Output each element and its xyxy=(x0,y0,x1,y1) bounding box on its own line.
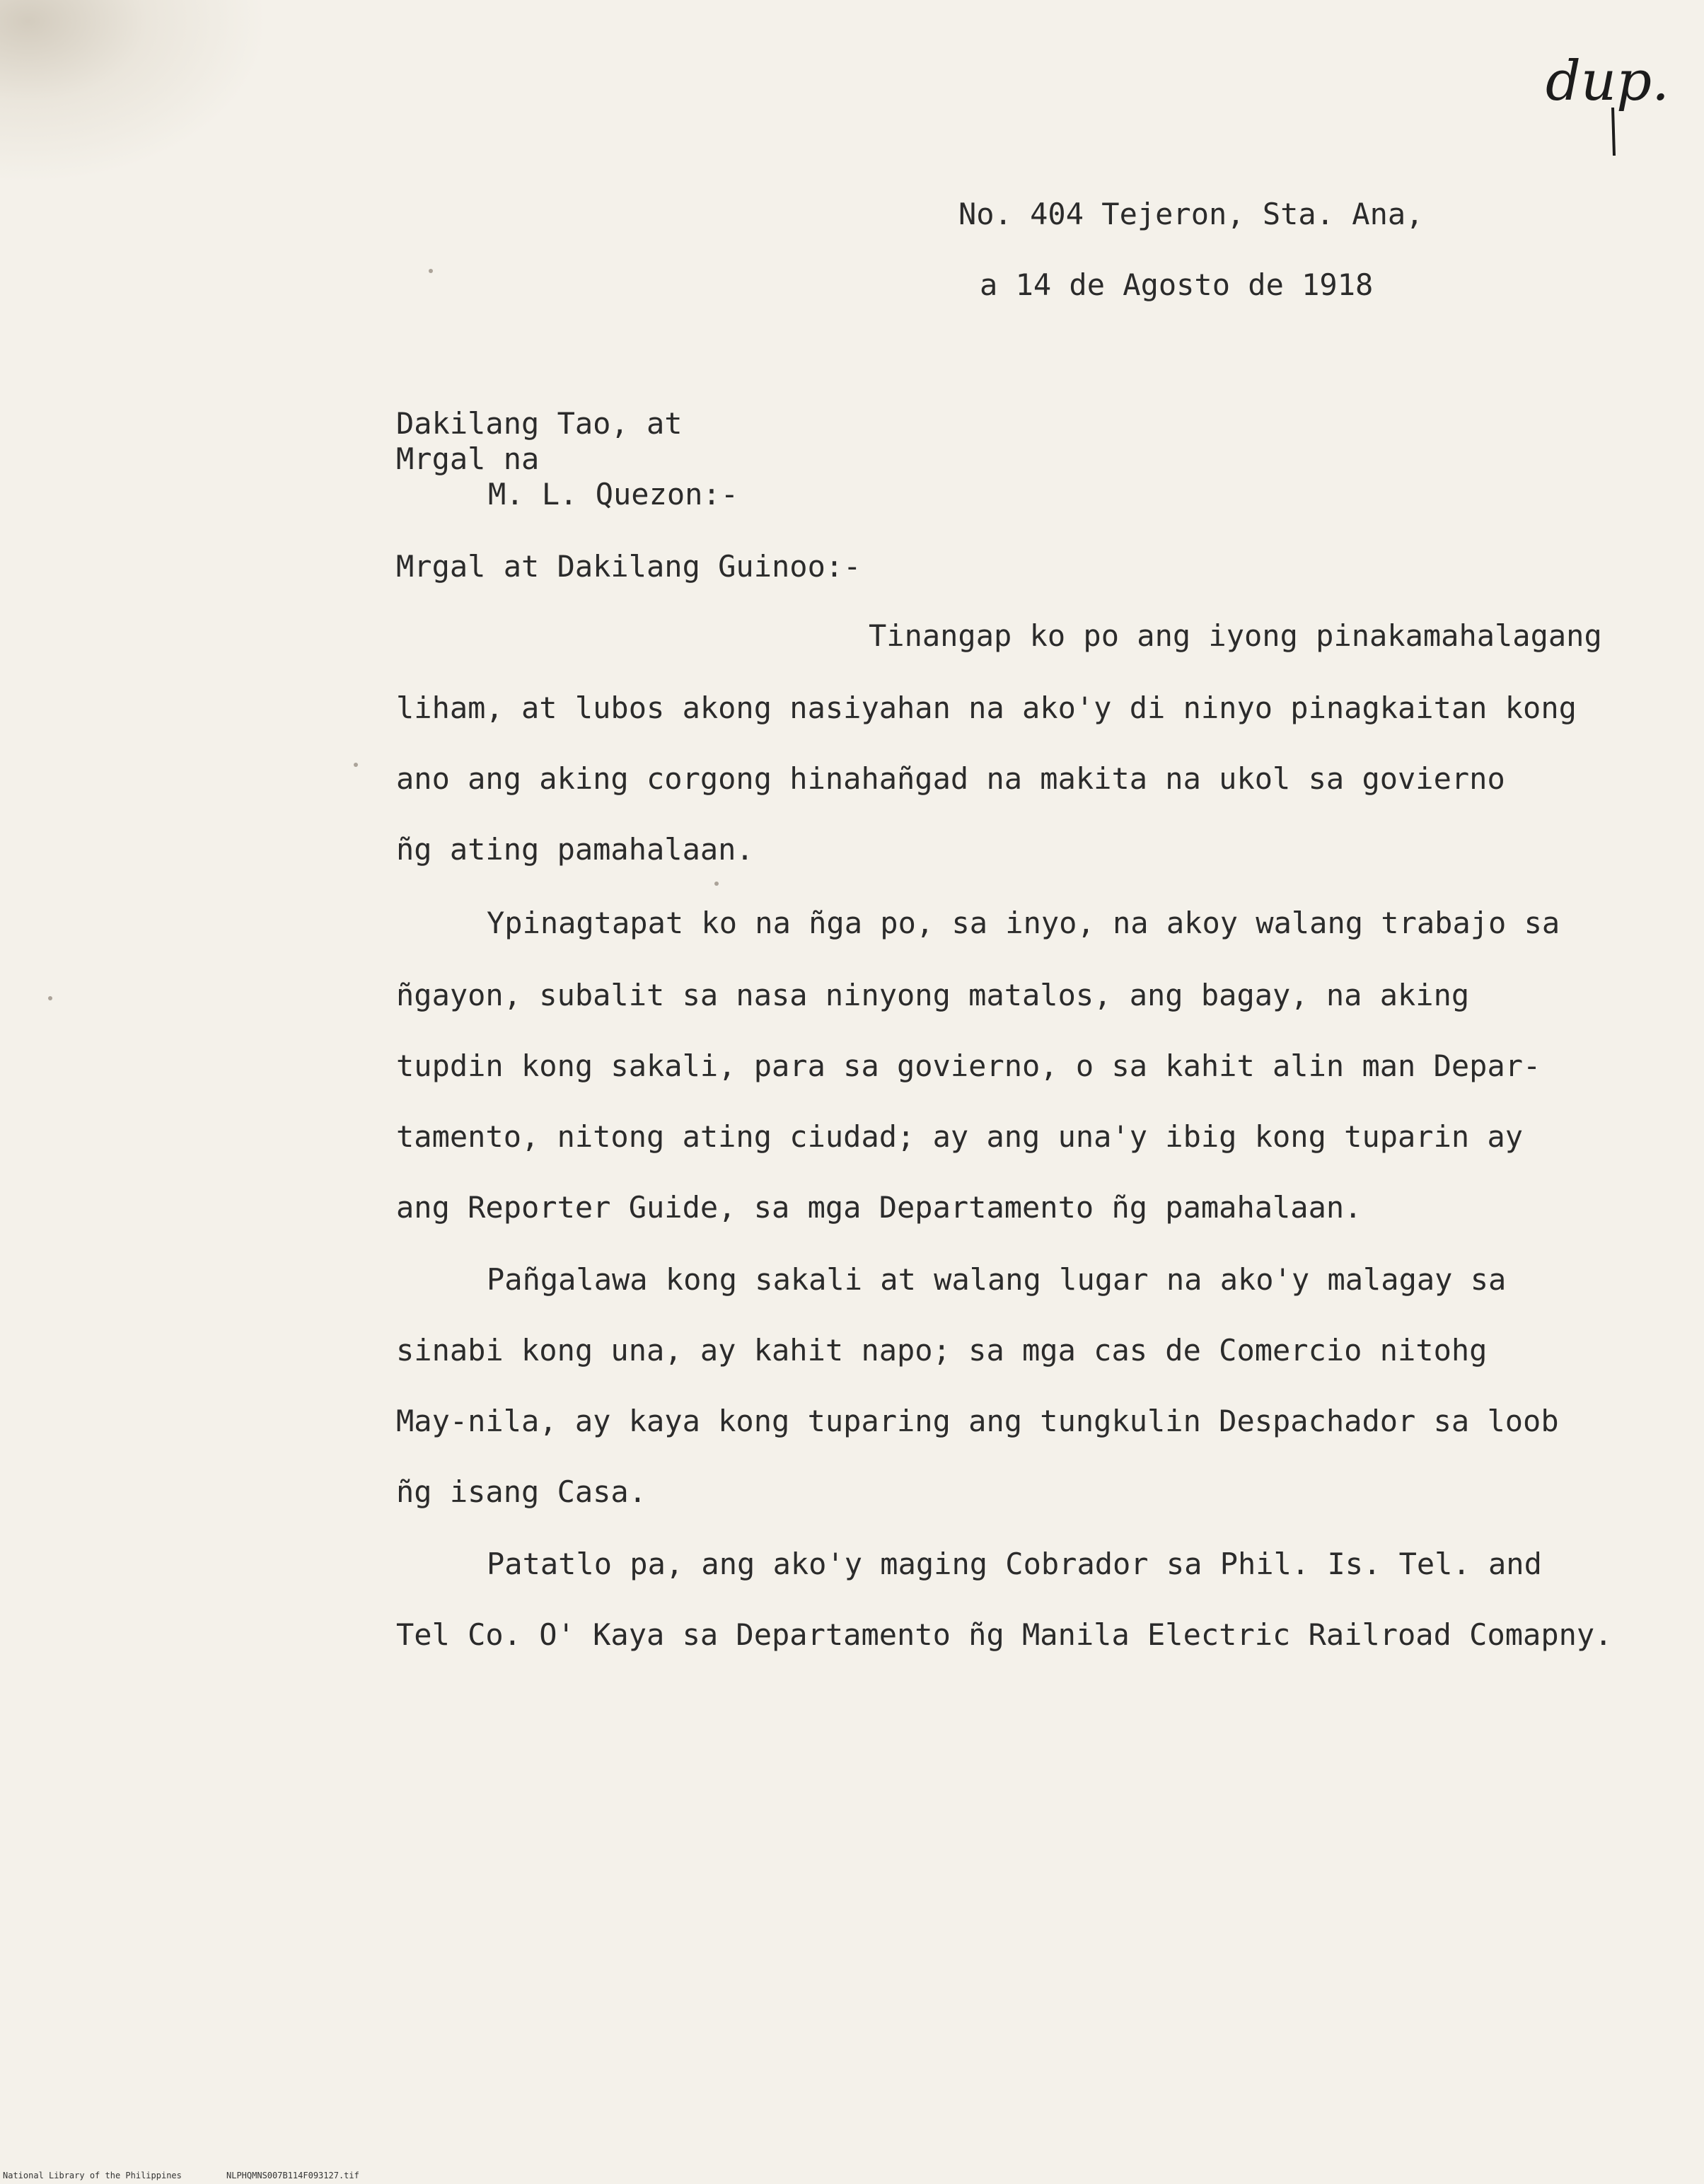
body-line: Patatlo pa, ang ako'y maging Cobrador sa Phil. Is. Tel. and xyxy=(487,1547,1542,1581)
paper-speck xyxy=(429,269,433,273)
recipient-line-1: Dakilang Tao, at xyxy=(396,406,683,441)
handwritten-annotation: dup. xyxy=(1546,50,1669,113)
annotation-stroke xyxy=(1606,106,1620,159)
body-line: Ypinagtapat ko na ñga po, sa inyo, na akoy walang trabajo sa xyxy=(487,906,1560,940)
paper-speck xyxy=(714,882,719,886)
body-line: May-nila, ay kaya kong tuparing ang tungkulin Despachador sa loob xyxy=(396,1404,1559,1438)
body-line: ñg ating pamahalaan. xyxy=(396,832,754,867)
body-line: ang Reporter Guide, sa mga Departamento ñg pamahalaan. xyxy=(396,1190,1362,1225)
body-line: Tel Co. O' Kaya sa Departamento ñg Manila Electric Railroad Comapny. xyxy=(396,1617,1613,1652)
paper-speck xyxy=(354,763,358,767)
paper-speck xyxy=(48,996,52,1000)
footer-institution: National Library of the Philippines xyxy=(3,2171,182,2180)
letter-date: a 14 de Agosto de 1918 xyxy=(980,267,1374,302)
body-line: ano ang aking corgong hinahañgad na makita na ukol sa govierno xyxy=(396,761,1505,796)
footer-filename: NLPHQMNS007B114F093127.tif xyxy=(226,2171,359,2180)
body-line: sinabi kong una, ay kahit napo; sa mga cas de Comercio nitohg xyxy=(396,1333,1488,1368)
paper-stain xyxy=(0,0,269,184)
body-line: ñg isang Casa. xyxy=(396,1474,647,1509)
body-line: liham, at lubos akong nasiyahan na ako'y di ninyo pinagkaitan kong xyxy=(396,691,1577,725)
body-line: tamento, nitong ating ciudad; ay ang una'y ibig kong tuparin ay xyxy=(396,1119,1524,1154)
body-line: ñgayon, subalit sa nasa ninyong matalos, ang bagay, na aking xyxy=(396,978,1470,1012)
recipient-name: M. L. Quezon:- xyxy=(488,477,739,512)
salutation: Mrgal at Dakilang Guinoo:- xyxy=(396,549,862,584)
sender-address: No. 404 Tejeron, Sta. Ana, xyxy=(958,197,1424,231)
body-line: tupdin kong sakali, para sa govierno, o sa kahit alin man Depar- xyxy=(396,1048,1541,1083)
body-line: Tinangap ko po ang iyong pinakamahalagang xyxy=(869,618,1602,653)
body-line: Pañgalawa kong sakali at walang lugar na ako'y malagay sa xyxy=(487,1262,1507,1297)
recipient-line-2: Mrgal na xyxy=(396,441,540,476)
